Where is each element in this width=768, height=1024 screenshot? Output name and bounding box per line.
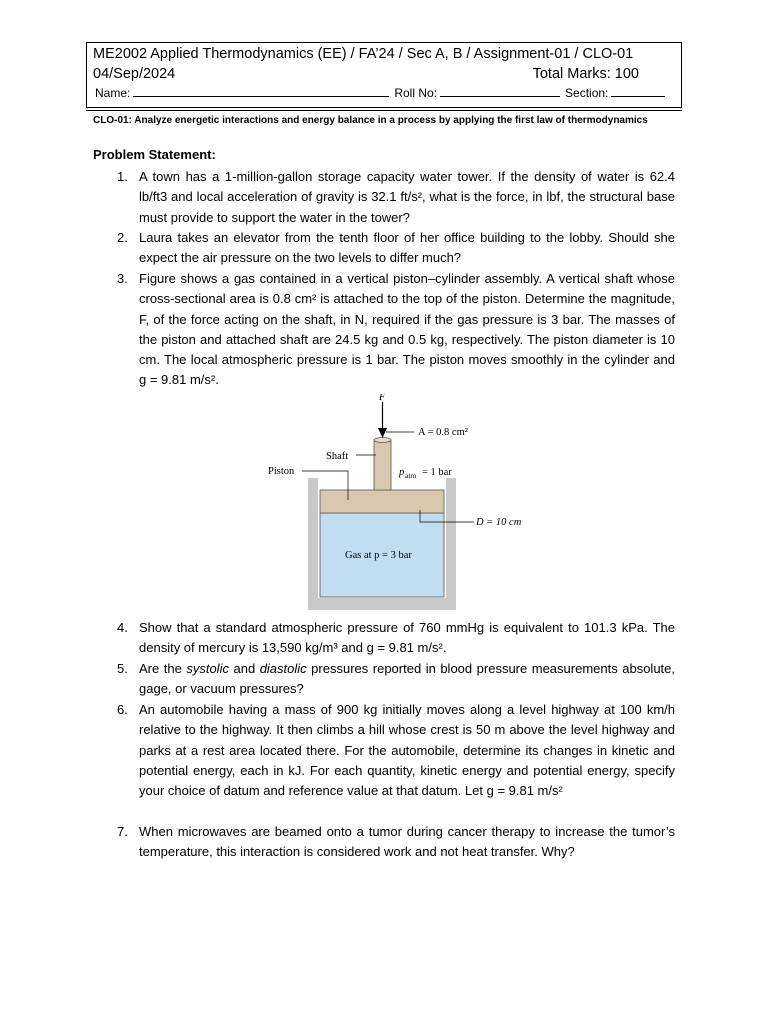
question-number: 6. <box>117 702 128 717</box>
question-number: 2. <box>117 230 128 245</box>
course-title: ME2002 Applied Thermodynamics (EE) / FA’24 / Sec A, B / Assignment-01 / CLO-01 <box>93 46 634 62</box>
section-label: Section: <box>565 86 609 100</box>
name-field[interactable] <box>133 85 389 97</box>
piston <box>320 490 444 513</box>
shaft-top <box>374 438 391 443</box>
patm-subscript: atm <box>405 471 417 480</box>
question-text: When microwaves are beamed onto a tumor during cancer therapy to increase the tumor’s temperature, this interaction is considered work and not heat transfer. Why? <box>139 824 675 860</box>
problem-statement-title: Problem Statement: <box>93 147 216 162</box>
divider-top <box>86 110 682 111</box>
piston-cylinder-figure <box>262 394 522 614</box>
gas-label: Gas at p = 3 bar <box>345 550 412 561</box>
question-text: Laura takes an elevator from the tenth floor of her office building to the lobby. Should she expect the air pressure on the two levels to differ much? <box>139 230 675 266</box>
force-label: F <box>379 394 386 403</box>
shaft <box>374 440 391 490</box>
question-3 <box>117 269 675 391</box>
total-marks: Total Marks: 100 <box>532 66 639 82</box>
area-label: A = 0.8 cm² <box>418 427 468 438</box>
header-box <box>86 42 682 108</box>
name-label: Name: <box>95 86 131 100</box>
assignment-date: 04/Sep/2024 <box>93 66 176 82</box>
patm-symbol: p <box>399 467 405 478</box>
question-number: 4. <box>117 620 128 635</box>
section-field[interactable] <box>611 85 665 97</box>
question-6 <box>117 700 675 801</box>
question-text: Show that a standard atmospheric pressure of 760 mmHg is equivalent to 101.3 kPa. The density of mercury is 13,590 kg/m³ and g = 9.81 m/s². <box>139 620 675 656</box>
patm-label: = 1 bar <box>422 467 452 478</box>
question-text: A town has a 1-million-gallon storage capacity water tower. If the density of water is 62.4 lb/ft3 and local acceleration of gravity is 32.1 ft/s², what is the force, in lbf, the structural base must provide to support the water in the tower? <box>139 169 675 225</box>
question-text: Figure shows a gas contained in a vertical piston–cylinder assembly. A vertical shaft whose cross-sectional area is 0.8 cm² is attached to the top of the piston. Determine the magnitude, F, of the force acting on the shaft, in N, required if the gas pressure is 3 bar. The masses of the piston and attached shaft are 24.5 kg and 0.5 kg, respectively. The piston diameter is 10 cm. The local atmospheric pressure is 1 bar. The piston moves smoothly in the cylinder and g = 9.81 m/s². <box>139 271 675 388</box>
force-arrowhead <box>378 428 387 438</box>
question-text: Are the systolic and diastolic pressures reported in blood pressure measurements absolute, gage, or vacuum pressures? <box>139 661 675 697</box>
piston-label: Piston <box>268 466 295 477</box>
roll-label: Roll No: <box>394 86 438 100</box>
question-4 <box>117 618 675 659</box>
question-text: An automobile having a mass of 900 kg initially moves along a level highway at 100 km/h relative to the highway. It then climbs a hill whose crest is 50 m above the level highway and parks at a rest area located there. For the automobile, determine its changes in kinetic and potential energy, each in kJ. For each quantity, kinetic energy and potential energy, specify your choice of datum and reference value at that datum. Let g = 9.81 m/s² <box>139 702 675 799</box>
clo-statement: CLO-01: Analyze energetic interactions and energy balance in a process by applying the first law of thermodynamics <box>93 115 648 126</box>
question-5 <box>117 659 675 700</box>
question-number: 5. <box>117 661 128 676</box>
question-1 <box>117 167 675 228</box>
question-2 <box>117 228 675 269</box>
student-info-row <box>95 85 675 100</box>
diameter-label: D = 10 cm <box>476 517 522 528</box>
question-number: 3. <box>117 271 128 286</box>
roll-field[interactable] <box>440 85 560 97</box>
question-number: 1. <box>117 169 128 184</box>
question-7 <box>117 822 675 863</box>
shaft-label: Shaft <box>326 451 349 462</box>
question-number: 7. <box>117 824 128 839</box>
